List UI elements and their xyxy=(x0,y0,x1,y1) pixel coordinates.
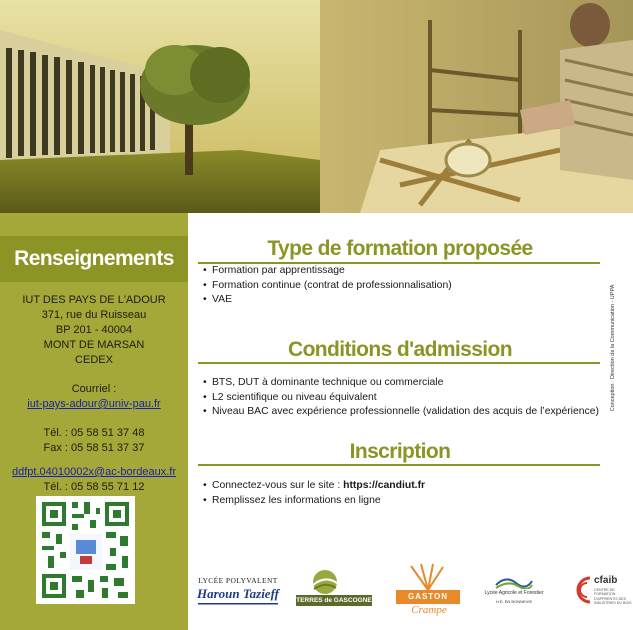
address-line: BP 201 - 40004 xyxy=(55,324,133,336)
contact-block xyxy=(0,293,188,495)
hero-photo xyxy=(0,0,633,213)
address-line: MONT DE MARSAN xyxy=(43,339,145,351)
logo-terres-de-gascogne xyxy=(294,569,376,607)
list-item-text: Connectez-vous sur le site : xyxy=(212,480,344,491)
logo-underline-icon xyxy=(198,602,278,606)
inscription-list xyxy=(203,479,425,508)
address-line: CEDEX xyxy=(75,354,113,366)
list-item: • BTS, DUT à dominante technique ou commerciale xyxy=(203,376,599,391)
design-credit-text: Conception : Direction de la Communication - UPPA xyxy=(610,284,616,412)
courriel-label: Courriel : xyxy=(71,383,117,395)
logo-lycee-agricole xyxy=(480,575,548,613)
logo-lycagri-text: Lycée Agricole et Forestier xyxy=(484,590,544,596)
logo-cfaib-sub: CENTRE DE FORMATION D'APPRENTIS DES INDUSTRIES DU BOIS xyxy=(594,588,632,606)
phone-number-ddfpt: Tél. : 05 58 55 71 12 xyxy=(43,481,145,493)
logo-cfaib xyxy=(570,572,633,622)
list-item: • Niveau BAC avec expérience professionnelle (validation des acquis de l’expérience) xyxy=(203,405,599,420)
list-item: • L2 scientifique ou niveau équivalent xyxy=(203,391,599,406)
info-sidebar xyxy=(0,213,188,630)
list-item: • Formation par apprentissage xyxy=(203,264,452,279)
logo-lycee-haroun-tazieff xyxy=(192,572,284,612)
formation-list xyxy=(203,264,452,308)
logo-lycee-line2: Haroun Tazieff xyxy=(197,586,279,601)
list-item: • Formation continue (contrat de professionnalisation) xyxy=(203,279,452,294)
cfaib-emblem-icon xyxy=(572,574,594,606)
address-line: IUT DES PAYS DE L'ADOUR xyxy=(22,294,166,306)
section-title-conditions: Conditions d'admission xyxy=(288,338,512,361)
candiut-link[interactable]: https://candiut.fr xyxy=(343,480,426,491)
address-line: 371, rue du Ruisseau xyxy=(41,309,147,321)
section-divider xyxy=(198,362,600,364)
sidebar-title: Renseignements xyxy=(0,236,188,282)
terres-emblem-icon xyxy=(308,569,342,595)
hero-illustration xyxy=(0,0,633,213)
design-credit xyxy=(606,273,620,423)
logo-cfaib-name: cfaib xyxy=(594,575,618,586)
email-link-ddfpt[interactable]: ddfpt.04010002x@ac-bordeaux.fr xyxy=(11,466,177,478)
conditions-list xyxy=(203,376,599,420)
logo-lycee-line1: LYCÉE POLYVALENT xyxy=(198,576,278,585)
gaston-rays-icon xyxy=(403,562,453,590)
qr-code[interactable] xyxy=(36,496,135,604)
list-item: • Remplissez les informations en ligne xyxy=(203,494,425,509)
email-link[interactable]: iut-pays-adour@univ-pau.fr xyxy=(27,398,161,410)
logo-terres-band: TERRES de GASCOGNE xyxy=(296,597,372,604)
lycagri-wave-icon xyxy=(494,575,534,589)
logo-lycagri-sub: H.E. EN BONNEVIE xyxy=(495,599,533,604)
qr-code-icon xyxy=(36,496,135,604)
phone-number: Tél. : 05 58 51 37 48 xyxy=(43,427,145,439)
section-title-inscription: Inscription xyxy=(349,440,451,463)
list-item: • VAE xyxy=(203,293,452,308)
fax-number: Fax : 05 58 51 37 37 xyxy=(43,442,145,454)
logo-gaston-crampe xyxy=(393,562,465,620)
logo-gaston-word2: Crampe xyxy=(411,604,447,616)
section-divider xyxy=(198,464,600,466)
logo-gaston-word: GASTON xyxy=(396,590,460,604)
list-item xyxy=(203,479,425,494)
section-title-formation: Type de formation proposée xyxy=(267,237,533,260)
